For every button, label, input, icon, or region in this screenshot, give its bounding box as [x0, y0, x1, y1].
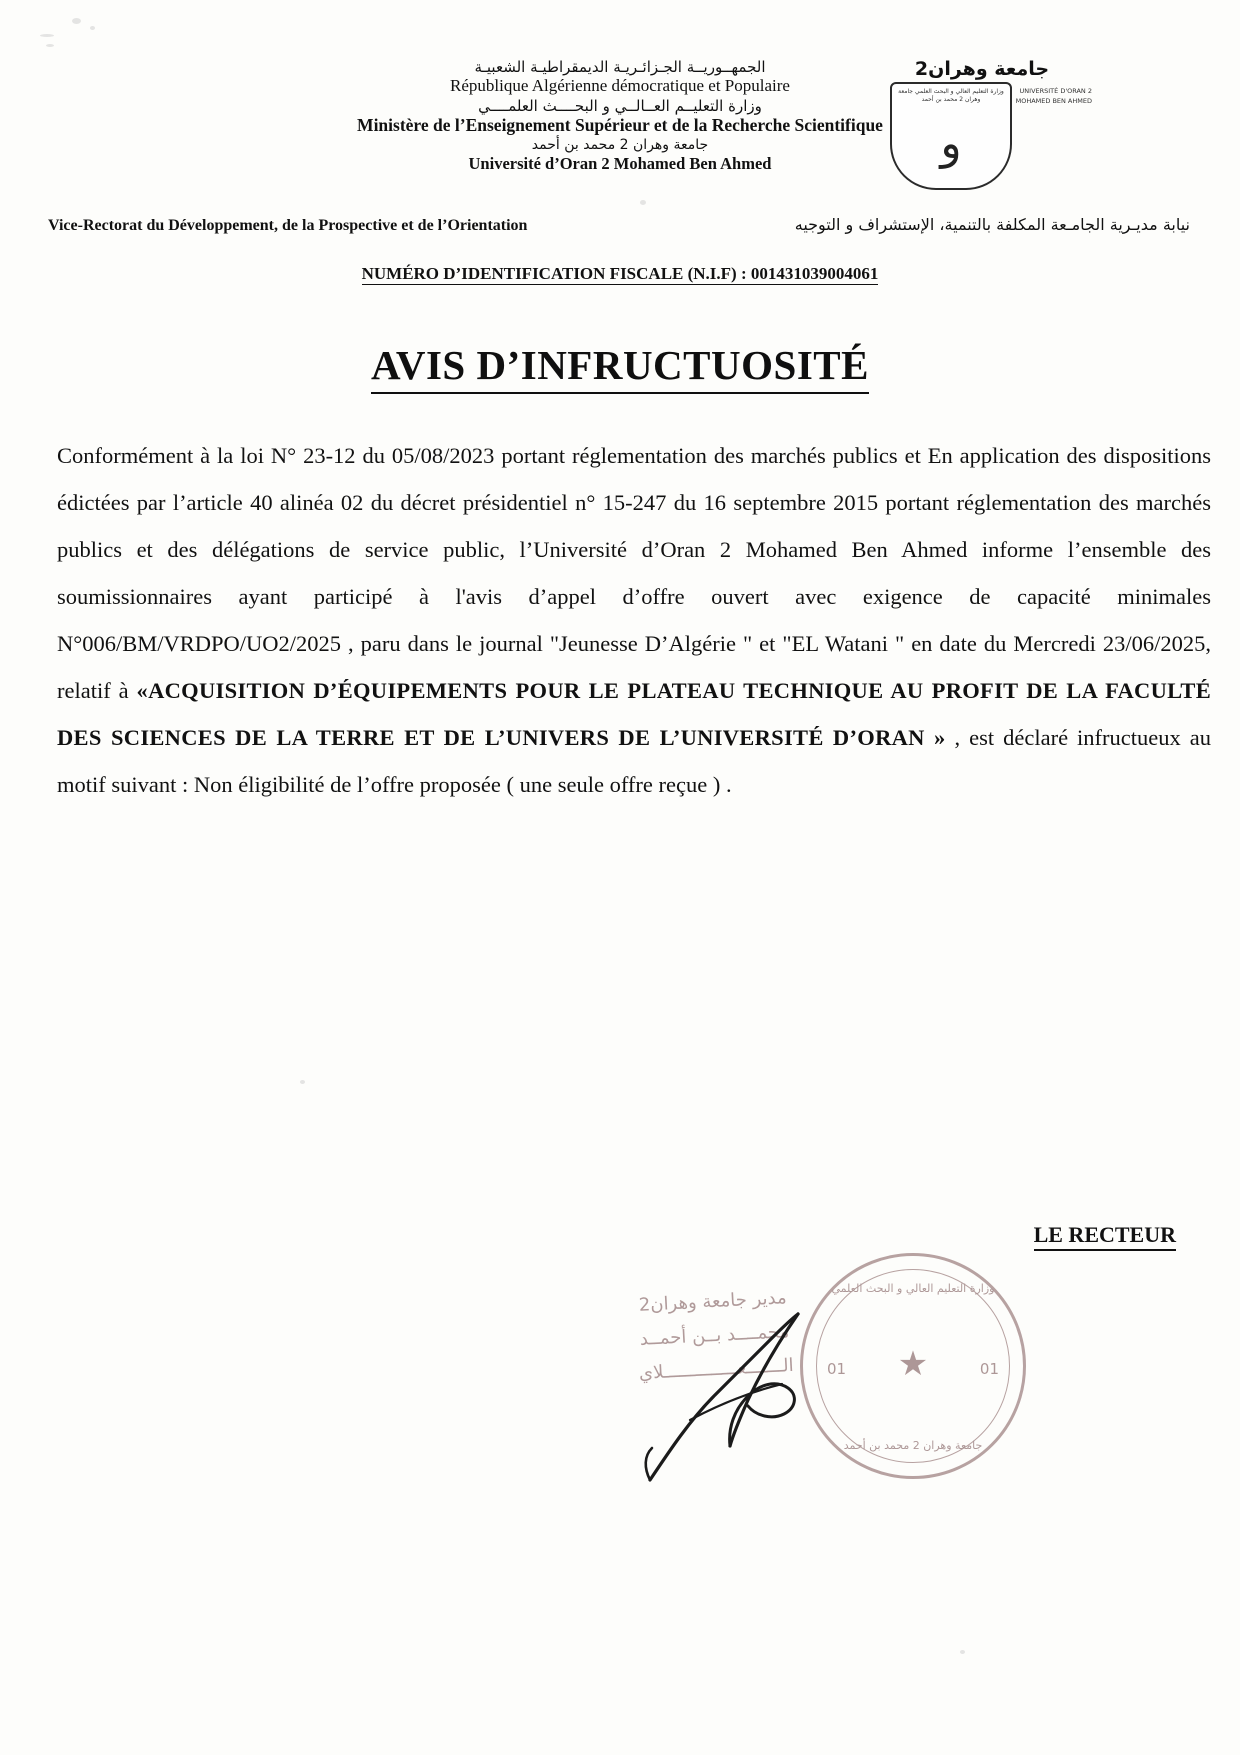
rector-stamp-line-2: محمــــد بــن أحمــد	[639, 1321, 790, 1351]
header-line-french-ministry: Ministère de l’Enseignement Supérieur et de la Recherche Scientifique	[357, 115, 883, 136]
header-line-french-university: Université d’Oran 2 Mohamed Ben Ahmed	[468, 153, 772, 173]
logo-shield-icon	[890, 82, 1012, 190]
logo-arabic-title: جامعة وهران2	[914, 58, 1050, 80]
rector-stamp-line-3: الـــــــعــــــــــــــلاي	[638, 1355, 795, 1385]
scan-speckle	[960, 1650, 965, 1654]
page-title	[0, 341, 1240, 389]
page-title-text: AVIS D’INFRUCTUOSITÉ	[371, 342, 869, 394]
fiscal-identification-number	[0, 264, 1240, 284]
signatory-title	[1034, 1222, 1176, 1248]
scan-speckle	[90, 26, 95, 30]
body-part-one: Conformément à la loi N° 23-12 du 05/08/2023 portant réglementation des marchés publics et En application des dispositions édictées par l’article 40 alinéa 02 du décret présidentiel n° 15-247 du 16 septembre 2015 portant réglementation des marchés publics et des délégations de service public, l’Université d’Oran 2 Mohamed Ben Ahmed informe l’ensemble des soumissionnaires ayant participé à l'avis d’appel d’offre ouvert avec exigence de capacité minimales N°006/BM/VRDPO/UO2/2025 , paru dans le journal "Jeunesse D’Algérie " et "EL Watani " en date du Mercredi 23/06/2025, relatif à	[57, 443, 1211, 703]
nif-text: NUMÉRO D’IDENTIFICATION FISCALE (N.I.F) : 001431039004061	[361, 264, 879, 283]
stamp-top-text: وزارة التعليم العالي و البحث العلمي	[831, 1282, 995, 1295]
stamp-bottom-text: جامعة وهران 2 محمد بن أحمد	[843, 1439, 983, 1452]
header-line-arabic-ministry: وزارة التعليــم العــالــي و البحــــث العلمــــي	[478, 97, 762, 116]
contract-object: «ACQUISITION D’ÉQUIPEMENTS POUR LE PLATEAU TECHNIQUE AU PROFIT DE LA FACULTÉ DES SCIENCES DE LA TERRE ET DE L’UNIVERS DE L’UNIVERSITÉ D’ORAN »	[57, 678, 1211, 750]
stamp-number-right: 01	[979, 1360, 999, 1378]
stamp-number-left: 01	[827, 1360, 847, 1378]
scan-speckle	[72, 18, 81, 24]
vice-rectorat-label-french: Vice-Rectorat du Développement, de la Prospective et de l’Orientation	[48, 217, 528, 234]
scan-speckle	[300, 1080, 305, 1084]
stamp-center-emblem: ★	[897, 1344, 929, 1384]
logo-inner-text: وزارة التعليم العالي و البحث العلمي جامعة وهران 2 محمد بن أحمد	[898, 88, 1004, 104]
rector-stamp-line-1: مدير جامعة وهران2	[638, 1287, 788, 1316]
body-paragraph	[57, 432, 1211, 808]
scan-speckle	[40, 34, 54, 37]
header-line-arabic-university: جامعة وهران 2 محمد بن أحمد	[531, 136, 709, 153]
vice-rectorat-label-arabic: نيابة مديـرية الجامـعة المكلفة بالتنمية، الإستشراف و التوجيه	[794, 215, 1190, 234]
university-logo	[862, 56, 1102, 191]
scan-speckle	[46, 44, 54, 47]
header-line-french-republic: République Algérienne démocratique et Populaire	[450, 76, 790, 96]
document-body	[57, 432, 1211, 808]
scan-speckle	[640, 200, 646, 205]
signatory-title-text: LE RECTEUR	[1034, 1222, 1176, 1251]
logo-calligraphy-glyph: و	[940, 118, 962, 169]
rector-name-stamp	[557, 1277, 873, 1413]
logo-side-text: UNIVERSITÉ D'ORAN 2 MOHAMED BEN AHMED	[1015, 87, 1092, 106]
header-line-arabic-republic: الجمهــوريــة الجـزائـريـة الديمقراطيـة الشعبيـة	[474, 58, 766, 76]
body-part-two: , est déclaré infructueux au motif suivant : Non éligibilité de l’offre proposée ( une seule offre reçue ) .	[57, 725, 1211, 797]
